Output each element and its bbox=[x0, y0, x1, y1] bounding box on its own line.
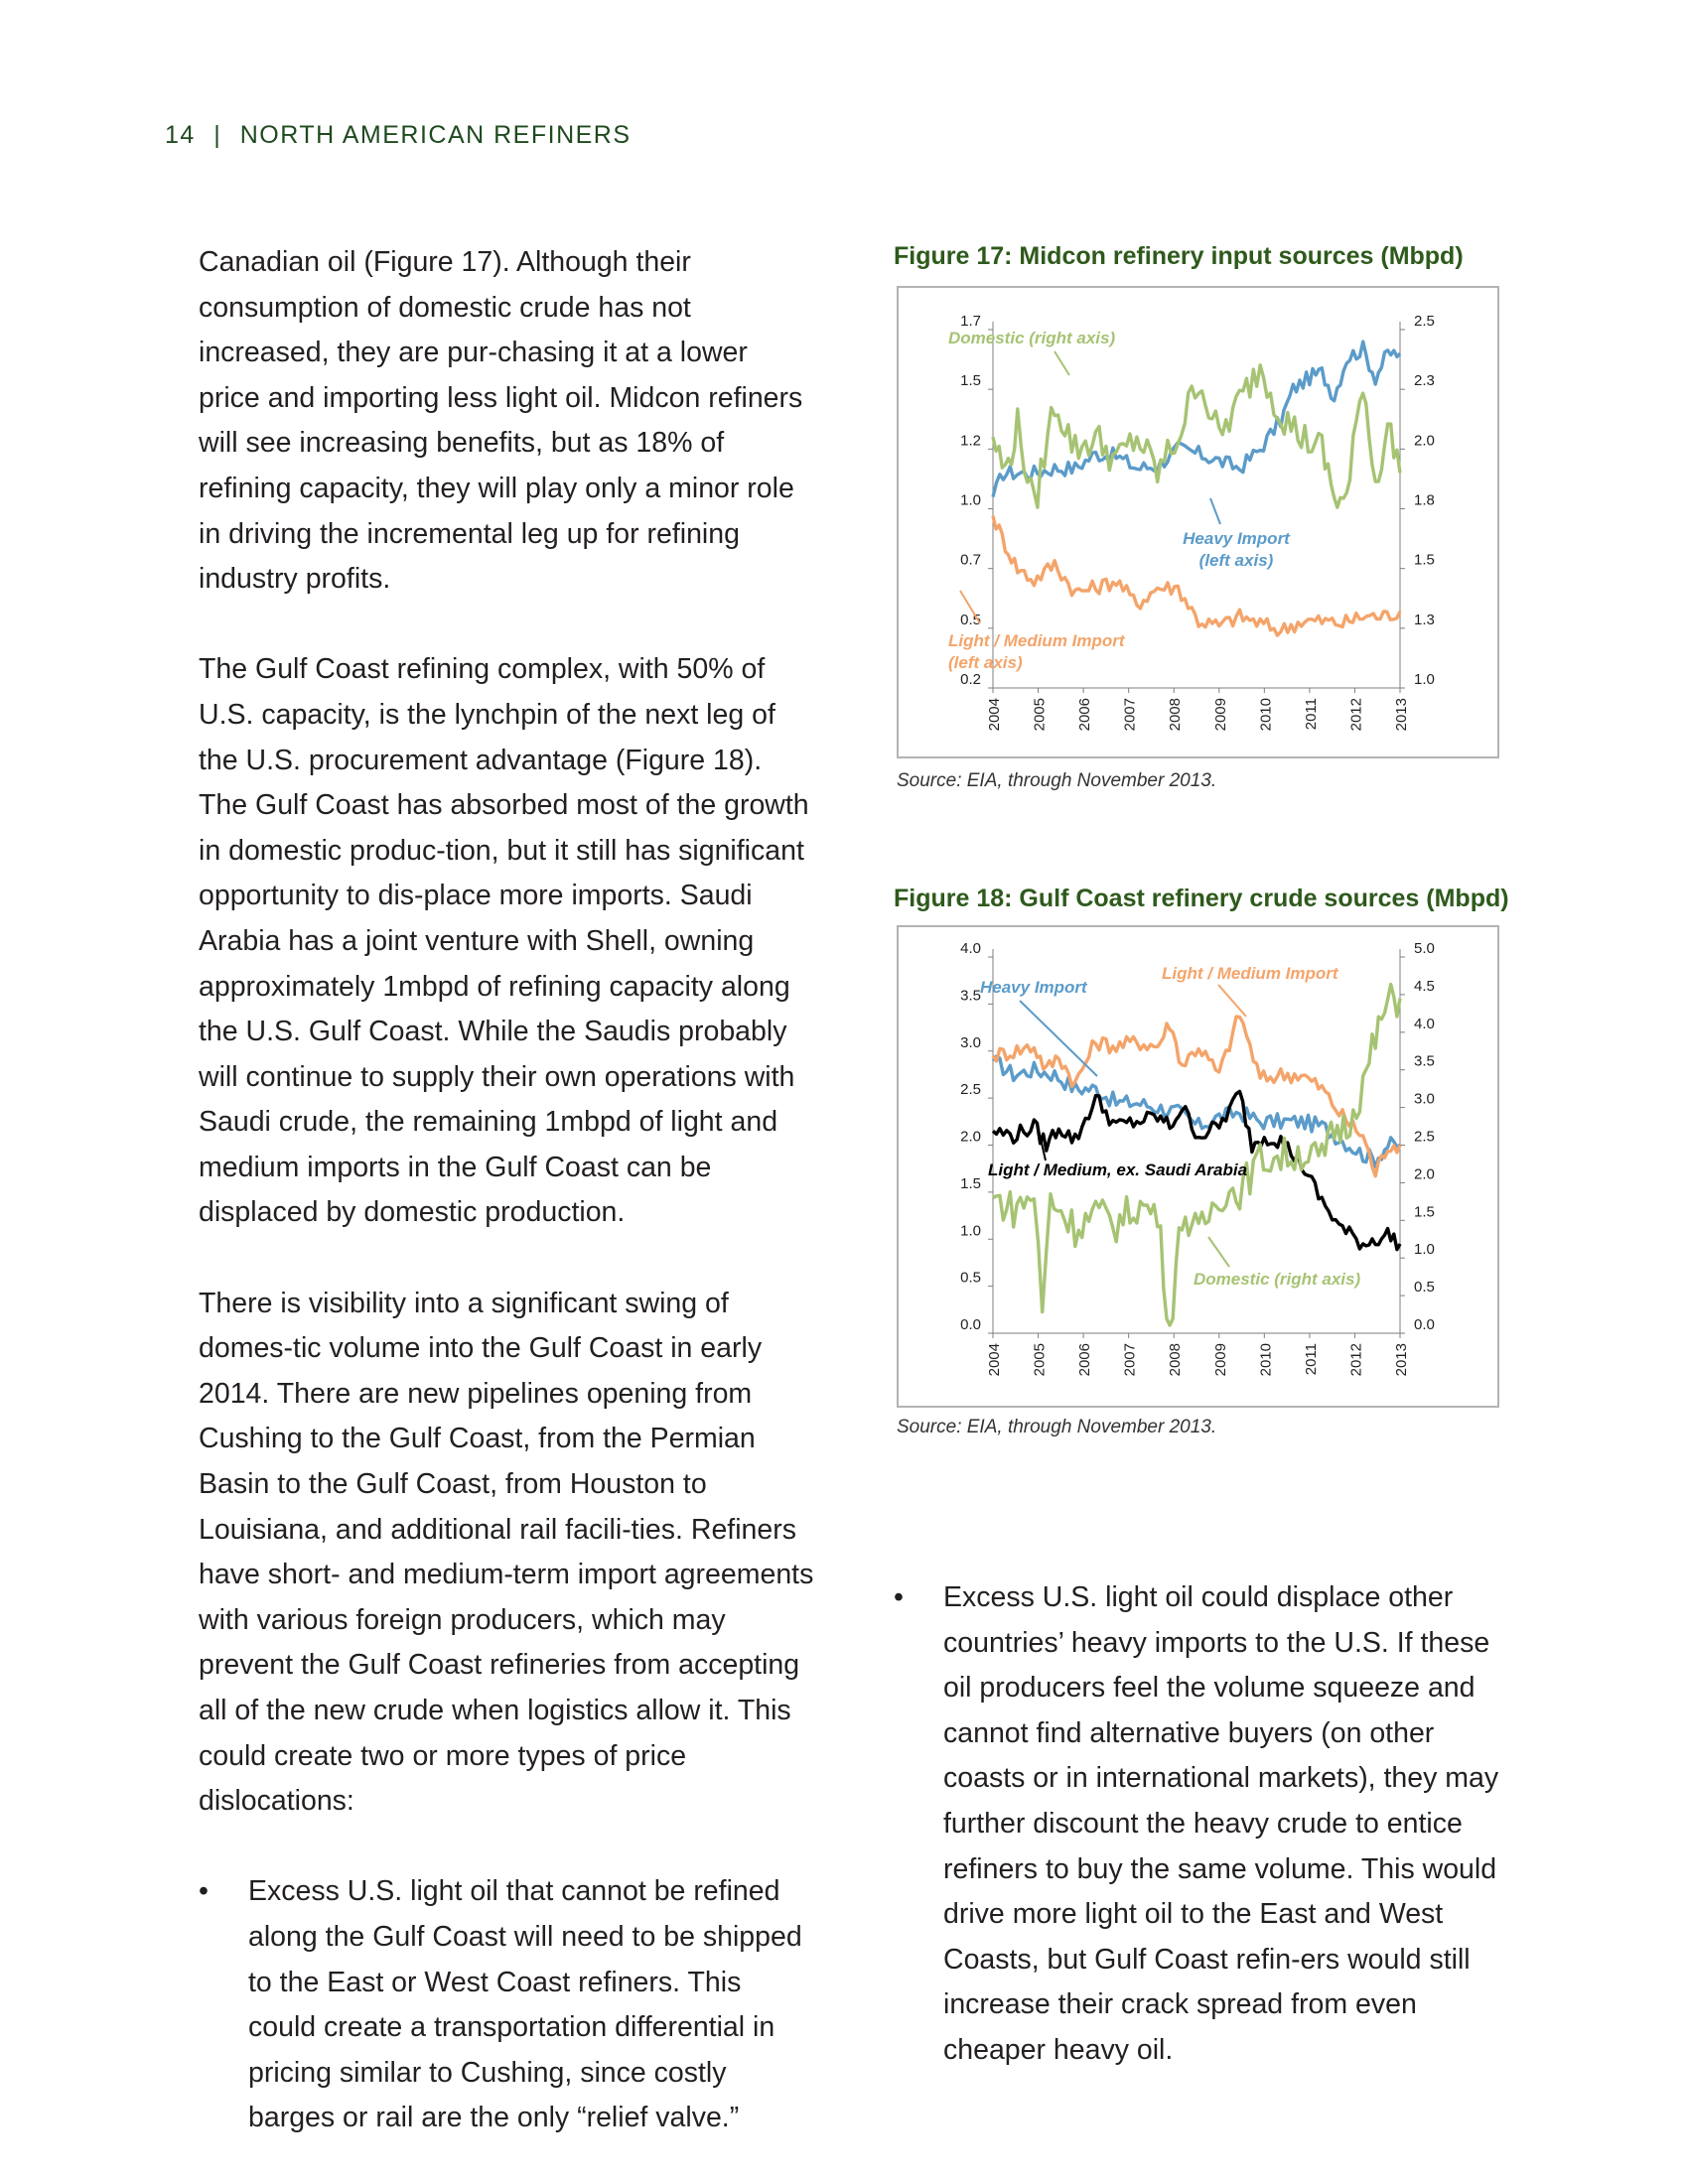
right-tick-label: 2.3 bbox=[1414, 372, 1435, 390]
left-tick-label: 2.0 bbox=[960, 1128, 981, 1146]
bullet-dot: • bbox=[894, 1581, 904, 1613]
figure-18-chart bbox=[897, 925, 1499, 1408]
left-tick-label: 1.7 bbox=[960, 313, 981, 330]
right-tick-label: 1.0 bbox=[1414, 671, 1435, 688]
figure-18-title: Figure 18: Gulf Coast refinery crude sources (Mbpd) bbox=[894, 885, 1509, 912]
left-tick-label: 0.0 bbox=[960, 1316, 981, 1333]
bullet-text: Excess U.S. light oil could displace other countries’ heavy imports to the U.S. If these oil producers feel the volume squeeze and cannot find alternative buyers (on other coasts or in international markets), they may further discount the heavy crude to entice refiners to buy the same volume. This would drive more light oil to the East and West Coasts, but Gulf Coast refin-ers would still increase their crack spread from even cheaper heavy oil. bbox=[943, 1581, 1499, 2066]
heavy-label: Heavy Import bbox=[1183, 529, 1290, 548]
light-label: (left axis) bbox=[948, 653, 1023, 672]
right-tick-label: 1.0 bbox=[1414, 1241, 1435, 1259]
left-tick-label: 1.5 bbox=[960, 1174, 981, 1192]
right-tick-label: 3.0 bbox=[1414, 1090, 1435, 1108]
x-tick-label: 2007 bbox=[1121, 1343, 1139, 1377]
head-separator: | bbox=[213, 121, 222, 149]
x-tick-label: 2010 bbox=[1257, 1343, 1275, 1377]
figure-18-source: Source: EIA, through November 2013. bbox=[897, 1417, 1217, 1437]
paragraph: Canadian oil (Figure 17). Although their consumption of domestic crude has not increased, they are pur-chasing it at a lower price and importing less light oil. Midcon refiners will see increasing benefits, but as 18% of refining capacity, they will play only a minor role in driving the incremental leg up for refining industry profits. bbox=[199, 246, 803, 596]
domestic-label: Domestic (right axis) bbox=[1194, 1270, 1361, 1289]
left-tick-label: 0.7 bbox=[960, 551, 981, 569]
series-line-heavy-import bbox=[993, 341, 1400, 496]
x-tick-label: 2004 bbox=[986, 1343, 1003, 1377]
series-line-light-medium-import bbox=[993, 1017, 1400, 1176]
right-tick-label: 0.0 bbox=[1414, 1316, 1435, 1333]
paragraph: The Gulf Coast refining complex, with 50% of U.S. capacity, is the lynchpin of the next leg of the U.S. procurement advantage (Figure 18). The Gulf Coast has absorbed most of the growth in domestic produc-tion, but it still has significant opportunity to dis-place more imports. Saudi Arabia has a joint venture with Shell, owning approximately 1mbpd of refining capacity along the U.S. Gulf Coast. While the Saudis probably will continue to supply their own operations with Saudi crude, the remaining 1mbpd of light and medium imports in the Gulf Coast can be displaced by domestic production. bbox=[199, 653, 809, 1229]
x-tick-label: 2010 bbox=[1257, 698, 1275, 732]
left-tick-label: 1.2 bbox=[960, 432, 981, 450]
left-column bbox=[199, 240, 814, 2141]
domestic-arrow bbox=[1208, 1237, 1229, 1267]
right-tick-label: 1.5 bbox=[1414, 1203, 1435, 1221]
right-tick-label: 5.0 bbox=[1414, 940, 1435, 957]
right-tick-label: 0.5 bbox=[1414, 1279, 1435, 1297]
series-line-heavy-import bbox=[993, 1056, 1400, 1166]
left-tick-label: 3.5 bbox=[960, 987, 981, 1005]
x-tick-label: 2011 bbox=[1302, 698, 1320, 731]
x-tick-label: 2007 bbox=[1121, 698, 1139, 732]
x-tick-label: 2012 bbox=[1347, 698, 1365, 732]
heavy-label: (left axis) bbox=[1198, 551, 1274, 570]
x-tick-label: 2004 bbox=[986, 698, 1003, 732]
left-tick-label: 0.5 bbox=[960, 611, 981, 628]
x-tick-label: 2009 bbox=[1211, 1343, 1229, 1377]
x-tick-label: 2008 bbox=[1167, 1343, 1185, 1377]
figure-18-svg bbox=[899, 927, 1497, 1406]
section-title: NORTH AMERICAN REFINERS bbox=[239, 121, 632, 149]
right-tick-label: 2.0 bbox=[1414, 1165, 1435, 1183]
domestic-arrow bbox=[1055, 351, 1069, 375]
page-number: 14 bbox=[165, 121, 196, 149]
figure-17-source: Source: EIA, through November 2013. bbox=[897, 770, 1217, 791]
bullet-text: Excess U.S. light oil that cannot be refined along the Gulf Coast will need to be shipped to the East or West Coast refiners. This could create a transportation differential in pricing similar to Cushing, since costly barges or rail are the only “relief valve.” bbox=[248, 1875, 802, 2134]
x-tick-label: 2005 bbox=[1031, 1343, 1049, 1377]
right-tick-label: 4.5 bbox=[1414, 977, 1435, 995]
left-tick-label: 4.0 bbox=[960, 940, 981, 957]
x-tick-label: 2013 bbox=[1393, 1343, 1410, 1377]
figure-17-title: Figure 17: Midcon refinery input sources (Mbpd) bbox=[894, 242, 1464, 270]
left-tick-label: 1.5 bbox=[960, 372, 981, 390]
domestic-label: Domestic (right axis) bbox=[948, 329, 1116, 347]
left-tick-label: 2.5 bbox=[960, 1081, 981, 1099]
right-column bbox=[894, 1575, 1509, 2074]
light-label: Light / Medium Import bbox=[948, 631, 1125, 650]
bullet-dot: • bbox=[199, 1875, 209, 1908]
right-tick-label: 1.3 bbox=[1414, 611, 1435, 628]
x-tick-label: 2006 bbox=[1076, 1343, 1094, 1377]
right-tick-label: 1.5 bbox=[1414, 551, 1435, 569]
x-tick-label: 2006 bbox=[1076, 698, 1094, 732]
x-tick-label: 2013 bbox=[1393, 698, 1410, 732]
heavy-arrow bbox=[1210, 498, 1220, 524]
right-tick-label: 2.0 bbox=[1414, 432, 1435, 450]
light-arrow bbox=[1218, 985, 1246, 1017]
left-tick-label: 0.5 bbox=[960, 1269, 981, 1287]
bullet-item bbox=[894, 1575, 1509, 2074]
figure-17-svg bbox=[899, 288, 1497, 756]
paragraph: There is visibility into a significant swing of domes-tic volume into the Gulf Coast in early 2014. There are new pipelines opening from Cushing to the Gulf Coast, from the Permian Basin to the Gulf Coast, from Houston to Louisiana, and additional rail facili-ties. Refiners have short- and medium-term import agreements with various foreign producers, which may prevent the Gulf Coast refineries from accepting all of the new crude when logistics allow it. This could create two or more types of price dislocations: bbox=[199, 1287, 814, 1818]
light-ex-saudi-label: Light / Medium, ex. Saudi Arabia bbox=[988, 1160, 1248, 1179]
heavy-arrow bbox=[1020, 1001, 1097, 1076]
left-tick-label: 1.0 bbox=[960, 491, 981, 509]
left-tick-label: 1.0 bbox=[960, 1222, 981, 1240]
x-tick-label: 2005 bbox=[1031, 698, 1049, 732]
x-tick-label: 2009 bbox=[1211, 698, 1229, 732]
right-tick-label: 2.5 bbox=[1414, 1128, 1435, 1146]
right-tick-label: 1.8 bbox=[1414, 491, 1435, 509]
right-tick-label: 3.5 bbox=[1414, 1052, 1435, 1070]
left-tick-label: 3.0 bbox=[960, 1033, 981, 1051]
left-tick-label: 0.2 bbox=[960, 671, 981, 688]
heavy-label: Heavy Import bbox=[980, 978, 1087, 997]
x-tick-label: 2008 bbox=[1167, 698, 1185, 732]
bullet-item bbox=[199, 1869, 814, 2141]
figure-17-chart bbox=[897, 286, 1499, 758]
running-head bbox=[165, 121, 632, 150]
x-tick-label: 2011 bbox=[1302, 1343, 1320, 1376]
light-label: Light / Medium Import bbox=[1162, 964, 1338, 983]
x-tick-label: 2012 bbox=[1347, 1343, 1365, 1377]
right-tick-label: 2.5 bbox=[1414, 313, 1435, 330]
right-tick-label: 4.0 bbox=[1414, 1015, 1435, 1032]
